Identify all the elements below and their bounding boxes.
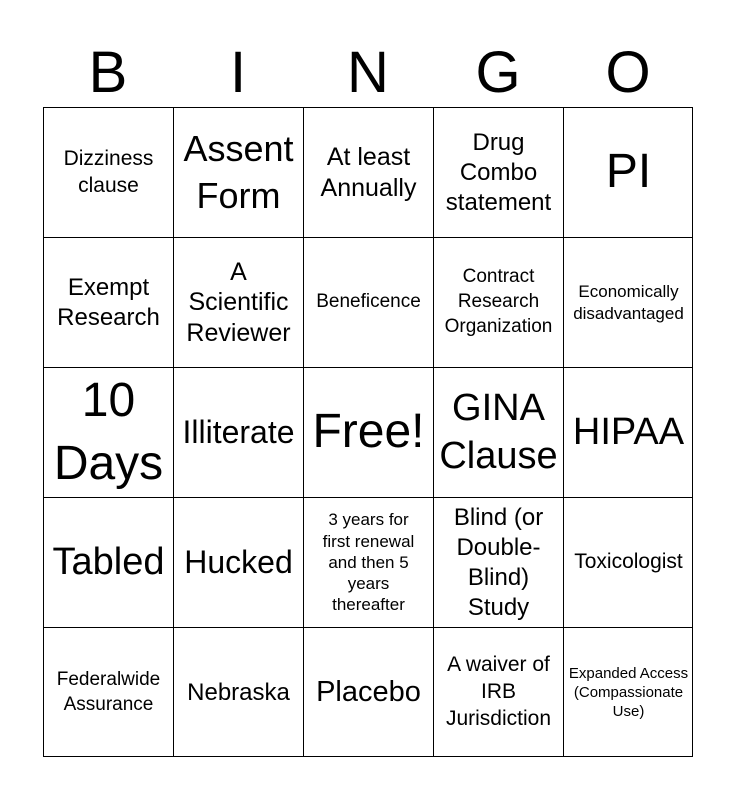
bingo-cell[interactable]: [563, 107, 693, 237]
cell-text: PI: [605, 145, 652, 199]
cell-text: At least Annually: [320, 143, 417, 202]
bingo-cell[interactable]: [303, 367, 433, 497]
bingo-cell[interactable]: [433, 367, 563, 497]
bingo-cell[interactable]: [173, 237, 303, 367]
bingo-board: [43, 107, 693, 757]
header-letter-g: G: [475, 40, 521, 105]
bingo-cell[interactable]: [433, 627, 563, 757]
bingo-cell[interactable]: [173, 627, 303, 757]
header-letter-n: N: [347, 40, 389, 105]
bingo-cell[interactable]: [173, 367, 303, 497]
header-letter-i: I: [229, 40, 247, 105]
bingo-cell[interactable]: [173, 107, 303, 237]
cell-text: Blind (or Double-Blind) Study: [453, 503, 544, 621]
cell-text: Dizziness clause: [63, 146, 154, 197]
bingo-cell[interactable]: [563, 497, 693, 627]
cell-text: HIPAA: [572, 410, 685, 453]
cell-text: A waiver of IRB Jurisdiction: [445, 653, 552, 730]
cell-text: 3 years for first renewal and then 5 years thereafter: [322, 510, 415, 615]
cell-text: Contract Research Organization: [444, 266, 553, 337]
bingo-cell[interactable]: [563, 237, 693, 367]
cell-text: Federalwide Assurance: [56, 668, 161, 715]
bingo-header: [43, 38, 693, 108]
bingo-cell[interactable]: [563, 627, 693, 757]
cell-text: A Scientific Reviewer: [186, 257, 291, 347]
cell-text: Placebo: [316, 676, 421, 709]
cell-text: Nebraska: [187, 678, 290, 706]
bingo-cell[interactable]: [433, 497, 563, 627]
bingo-cell[interactable]: [43, 497, 173, 627]
header-letter-b: B: [88, 40, 128, 105]
cell-text: Illiterate: [182, 414, 295, 451]
cell-text: Toxicologist: [574, 550, 683, 574]
cell-text: GINA Clause: [439, 387, 558, 477]
bingo-cell[interactable]: [43, 367, 173, 497]
bingo-cell[interactable]: [173, 497, 303, 627]
cell-text: Exempt Research: [57, 273, 160, 331]
bingo-cell[interactable]: [303, 237, 433, 367]
bingo-cell[interactable]: [43, 107, 173, 237]
bingo-cell[interactable]: [303, 627, 433, 757]
bingo-cell[interactable]: [433, 107, 563, 237]
cell-text: Beneficence: [316, 291, 421, 313]
cell-text: 10 Days: [53, 374, 164, 490]
bingo-cell[interactable]: [303, 107, 433, 237]
cell-text: Free!: [312, 405, 425, 459]
cell-text: Tabled: [52, 540, 165, 583]
bingo-cell[interactable]: [433, 237, 563, 367]
cell-text: Assent Form: [183, 127, 294, 216]
bingo-cell[interactable]: [43, 237, 173, 367]
cell-text: Drug Combo statement: [445, 128, 552, 216]
cell-text: Hucked: [184, 544, 293, 581]
cell-text: Expanded Access (Compassionate Use): [568, 664, 689, 721]
bingo-cell[interactable]: [43, 627, 173, 757]
cell-text: Economically disadvantaged: [573, 282, 684, 323]
bingo-cell[interactable]: [563, 367, 693, 497]
header-letter-o: O: [605, 40, 651, 105]
bingo-cell[interactable]: [303, 497, 433, 627]
